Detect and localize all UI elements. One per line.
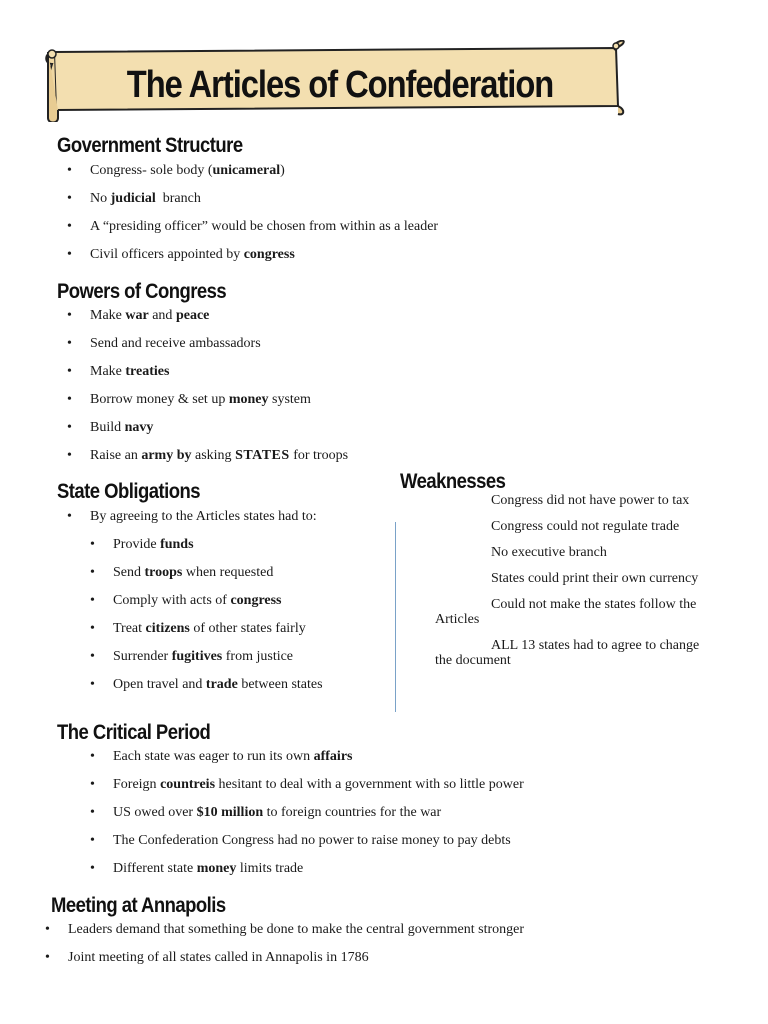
list-item: • Comply with acts of congress <box>113 593 323 609</box>
government-structure-list <box>90 163 438 263</box>
list-item: • Send troops when requested <box>113 565 323 581</box>
list-item: • The Confederation Congress had no power to raise money to pay debts <box>113 833 524 849</box>
list-item: • Congress- sole body (unicameral) <box>90 163 438 179</box>
powers-of-congress-heading: Powers of Congress <box>57 280 227 303</box>
list-item: • Send and receive ambassadors <box>90 336 348 352</box>
weakness-item-continued: Articles <box>435 612 480 627</box>
critical-period-list <box>113 749 524 877</box>
list-item: • US owed over $10 million to foreign countries for the war <box>113 805 524 821</box>
weakness-item: ALL 13 states had to agree to change <box>491 638 700 653</box>
list-item: • Provide funds <box>113 537 323 553</box>
list-item: • Joint meeting of all states called in Annapolis in 1786 <box>68 950 524 966</box>
list-item: • Different state money limits trade <box>113 861 524 877</box>
weakness-item: Congress did not have power to tax <box>491 493 690 508</box>
page-title: The Articles of Confederation <box>126 64 554 106</box>
powers-of-congress-list <box>90 308 348 464</box>
state-obligations-intro <box>90 509 317 525</box>
weakness-item: Could not make the states follow the <box>491 597 697 612</box>
list-item: • Raise an army by asking STATES for troops <box>90 448 348 464</box>
list-item: • By agreeing to the Articles states had to: <box>90 509 317 525</box>
list-item: • Civil officers appointed by congress <box>90 247 438 263</box>
weakness-item: Congress could not regulate trade <box>491 519 680 534</box>
list-item: • Build navy <box>90 420 348 436</box>
government-structure-heading: Government Structure <box>57 134 243 157</box>
state-obligations-list <box>113 537 323 693</box>
list-item: • Treat citizens of other states fairly <box>113 621 323 637</box>
list-item: • No judicial branch <box>90 191 438 207</box>
list-item: • Each state was eager to run its own affairs <box>113 749 524 765</box>
state-obligations-heading: State Obligations <box>57 480 200 503</box>
list-item: • Open travel and trade between states <box>113 677 323 693</box>
list-item: • Surrender fugitives from justice <box>113 649 323 665</box>
divider-line <box>395 522 396 712</box>
weaknesses-heading: Weaknesses <box>400 470 506 493</box>
critical-period-heading: The Critical Period <box>57 721 211 744</box>
annapolis-heading: Meeting at Annapolis <box>51 894 226 917</box>
weakness-item: No executive branch <box>491 545 607 560</box>
annapolis-list <box>68 922 524 966</box>
list-item: • A “presiding officer” would be chosen from within as a leader <box>90 219 438 235</box>
weakness-item: States could print their own currency <box>491 571 699 586</box>
list-item: • Make treaties <box>90 364 348 380</box>
list-item: • Make war and peace <box>90 308 348 324</box>
list-item: • Leaders demand that something be done to make the central government stronger <box>68 922 524 938</box>
list-item: • Foreign countreis hesitant to deal with a government with so little power <box>113 777 524 793</box>
weakness-item-continued: the document <box>435 653 511 668</box>
list-item: • Borrow money & set up money system <box>90 392 348 408</box>
